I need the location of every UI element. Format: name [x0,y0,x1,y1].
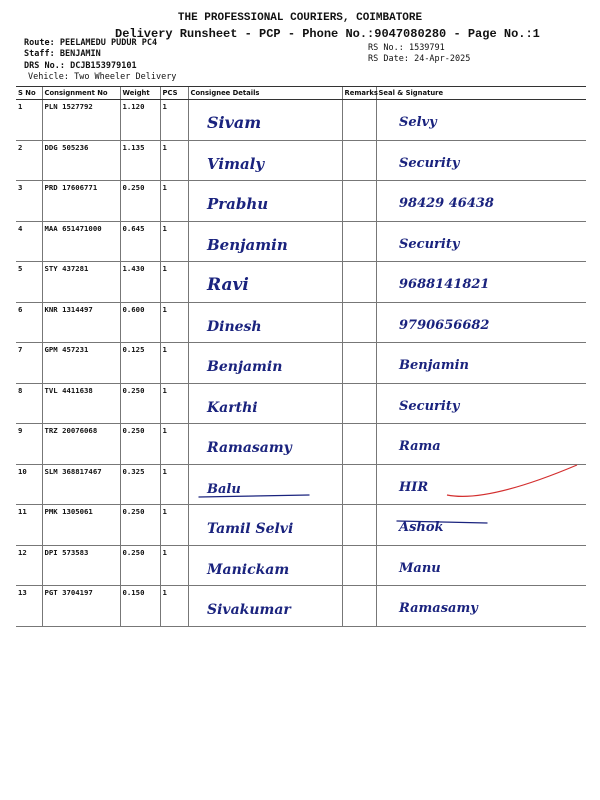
table-row [16,302,586,343]
consignee-signature [189,222,342,262]
pcs-cell [160,505,188,546]
table-row [16,100,586,141]
remarks-cell [342,545,376,586]
consignee-name: Karthi [206,399,258,416]
staff-value: BENJAMIN [59,49,101,59]
sno-text: 11 [18,507,27,516]
seal-cell [376,545,586,586]
route-value: PEELAMEDU PUDUR PC4 [59,38,158,48]
pcs-text: 1 [162,304,167,314]
pcs-cell [160,100,188,141]
seal-signature [377,222,587,262]
sno-cell [16,262,42,303]
seal-text: Ashok [398,520,444,535]
consignee-signature [189,586,342,626]
staff-line [24,49,101,59]
seal-cell [376,505,586,546]
sno-cell [16,464,42,505]
consignee-cell [188,343,342,384]
consignee-signature [189,424,342,464]
pcs-text: 1 [162,102,167,111]
pcs-cell [160,343,188,384]
seal-text: Ramasamy [398,601,478,616]
weight-cell [120,424,160,465]
pcs-text: 1 [162,507,167,516]
weight-text: 1.120 [122,102,145,111]
seal-text: 9790656682 [398,317,489,333]
consignee-cell [188,100,342,141]
consignment-text: PGT 3704197 [44,588,93,597]
consignment-cell [42,545,120,586]
seal-text: Selvy [398,115,437,130]
weight-cell [120,181,160,222]
consignee-signature [189,141,342,181]
seal-text: 9688141821 [398,277,489,292]
seal-signature [377,465,587,505]
sno-text: 6 [18,304,23,314]
consignment-text: SLM 368817467 [44,466,102,476]
pcs-cell [160,545,188,586]
drs-label: DRS No.: [24,61,65,71]
staff-label: Staff: [24,49,55,59]
consignment-text: DDG 505236 [44,142,89,152]
consignee-name: Dinesh [206,318,262,335]
table-row [16,221,586,262]
consignee-name: Prabhu [206,195,268,213]
sno-cell [16,221,42,262]
pcs-cell [160,181,188,222]
consignee-name: Manickam [206,561,289,578]
table-row [16,343,586,384]
seal-signature [377,262,587,302]
consignee-cell [188,545,342,586]
seal-cell [376,424,586,465]
col-remarks: Remarks [342,87,376,100]
remarks-cell [342,302,376,343]
weight-text: 0.125 [122,345,145,354]
consignment-cell [42,181,120,222]
seal-signature [377,181,587,221]
col-consignment: Consignment No [42,87,120,100]
consignee-name: Benjamin [206,359,282,375]
weight-cell [120,221,160,262]
consignee-signature [189,100,342,140]
consignee-signature [189,181,342,221]
seal-cell [376,140,586,181]
consignment-cell [42,424,120,465]
sno-cell [16,140,42,181]
weight-cell [120,505,160,546]
weight-cell [120,545,160,586]
seal-signature [377,424,587,464]
col-seal: Seal & Signature [376,87,586,100]
consignment-text: PRD 17606771 [44,183,98,192]
consignment-cell [42,586,120,627]
seal-signature [377,343,587,383]
consignee-cell [188,505,342,546]
weight-cell [120,140,160,181]
sno-cell [16,181,42,222]
consignee-cell [188,383,342,424]
rs-no-line [368,43,445,53]
seal-signature [377,303,587,343]
pcs-text: 1 [162,547,167,557]
consignee-name: Benjamin [206,235,288,254]
sno-text: 13 [18,588,27,597]
runsheet-table [16,86,586,627]
seal-signature [377,586,587,626]
weight-text: 0.250 [122,183,145,192]
vehicle-value: Two Wheeler Delivery [74,72,177,82]
consignee-name: Balu [206,481,241,497]
seal-text: Security [398,398,459,414]
consignee-cell [188,221,342,262]
consignment-cell [42,343,120,384]
remarks-cell [342,505,376,546]
table-row [16,505,586,546]
remarks-cell [342,383,376,424]
col-consignee: Consignee Details [188,87,342,100]
weight-text: 0.645 [122,223,145,233]
consignment-cell [42,221,120,262]
weight-cell [120,383,160,424]
seal-cell [376,221,586,262]
consignee-cell [188,302,342,343]
seal-cell [376,262,586,303]
remarks-cell [342,181,376,222]
remarks-cell [342,343,376,384]
seal-cell [376,302,586,343]
col-sno: S No [16,87,42,100]
weight-text: 0.250 [122,547,145,557]
seal-text: HIR [398,479,428,495]
sno-cell [16,100,42,141]
consignee-signature [189,505,342,545]
consignee-cell [188,262,342,303]
consignee-cell [188,424,342,465]
seal-cell [376,100,586,141]
consignment-cell [42,140,120,181]
seal-text: 98429 46438 [398,196,494,211]
seal-text: Security [398,155,459,171]
consignee-signature [189,546,342,586]
consignment-text: STY 437281 [44,264,89,273]
table-row [16,140,586,181]
weight-text: 0.600 [122,304,145,314]
seal-signature [377,546,587,586]
route-label: Route: [24,38,55,48]
consignment-text: TRZ 20076068 [44,426,98,435]
pcs-cell [160,140,188,181]
runsheet-title: Delivery Runsheet - PCP - Phone No.:9047080280 - Page No.:1 [115,27,540,41]
pcs-cell [160,464,188,505]
consignee-cell [188,586,342,627]
pcs-cell [160,383,188,424]
consignee-signature [189,384,342,424]
consignment-cell [42,302,120,343]
sno-text: 4 [18,223,23,233]
consignment-cell [42,505,120,546]
weight-cell [120,100,160,141]
consignee-name: Ramasamy [206,440,292,456]
table-row [16,181,586,222]
pcs-text: 1 [162,385,167,395]
pcs-text: 1 [162,142,167,152]
sno-text: 8 [18,385,23,395]
vehicle-label: Vehicle: [28,72,69,82]
seal-text: Manu [398,560,441,576]
pcs-cell [160,262,188,303]
sno-cell [16,505,42,546]
consignment-cell [42,383,120,424]
seal-cell [376,383,586,424]
seal-cell [376,181,586,222]
pcs-text: 1 [162,588,167,597]
col-weight: Weight [120,87,160,100]
consignment-cell [42,100,120,141]
consignee-signature [189,343,342,383]
weight-cell [120,586,160,627]
table-row [16,262,586,303]
drs-value: DCJB153979101 [70,61,137,71]
table-row [16,586,586,627]
remarks-cell [342,140,376,181]
weight-text: 0.150 [122,588,145,597]
pcs-text: 1 [162,466,167,476]
pcs-cell [160,302,188,343]
pcs-text: 1 [162,264,167,273]
consignment-text: DPI 573583 [44,547,89,557]
remarks-cell [342,464,376,505]
consignment-cell [42,464,120,505]
sno-text: 9 [18,426,23,435]
rs-no-label: RS No.: [368,43,404,53]
consignee-cell [188,181,342,222]
table-row [16,424,586,465]
remarks-cell [342,424,376,465]
pcs-text: 1 [162,426,167,435]
weight-cell [120,262,160,303]
consignment-text: TVL 4411638 [44,385,93,395]
seal-cell [376,343,586,384]
weight-text: 0.250 [122,507,145,516]
consignment-cell [42,262,120,303]
rs-date-label: RS Date: [368,54,409,64]
consignment-text: KNR 1314497 [44,304,93,314]
sno-cell [16,383,42,424]
table-header-row [16,87,586,100]
consignee-signature [189,262,342,302]
sno-text: 2 [18,142,23,152]
sno-text: 12 [18,547,27,557]
seal-text: Benjamin [398,358,469,373]
vehicle-line [28,72,176,82]
seal-signature [377,384,587,424]
consignment-text: GPM 457231 [44,345,89,354]
sno-cell [16,302,42,343]
seal-text: Rama [398,439,441,454]
consignee-cell [188,140,342,181]
weight-text: 1.430 [122,264,145,273]
pcs-text: 1 [162,223,167,233]
consignee-signature [189,303,342,343]
sno-text: 5 [18,264,23,273]
seal-signature [377,141,587,181]
sno-text: 10 [18,466,27,476]
seal-text: Security [398,236,459,252]
remarks-cell [342,100,376,141]
consignment-text: PLN 1527792 [44,102,93,111]
route-line [24,38,157,48]
consignment-text: MAA 651471000 [44,223,102,233]
consignee-name: Vimaly [206,154,264,173]
sno-cell [16,343,42,384]
pcs-cell [160,424,188,465]
table-row [16,545,586,586]
red-check-mark [447,465,577,496]
sno-text: 3 [18,183,23,192]
table-row [16,464,586,505]
weight-text: 0.325 [122,466,145,476]
remarks-cell [342,262,376,303]
rs-date-line [368,54,470,64]
table-row [16,383,586,424]
sno-cell [16,545,42,586]
consignee-cell [188,464,342,505]
consignee-signature [189,465,342,505]
pcs-cell [160,586,188,627]
consignee-name: Tamil Selvi [206,521,293,537]
remarks-cell [342,586,376,627]
company-title: THE PROFESSIONAL COURIERS, COIMBATORE [177,12,423,24]
weight-cell [120,343,160,384]
weight-cell [120,302,160,343]
rs-date-value: 24-Apr-2025 [414,54,471,64]
consignee-name: Ravi [206,275,249,295]
seal-cell [376,464,586,505]
rs-no-value: 1539791 [408,43,445,53]
pcs-text: 1 [162,345,167,354]
seal-signature [377,100,587,140]
seal-signature [377,505,587,545]
weight-text: 0.250 [122,426,145,435]
sno-cell [16,424,42,465]
sno-cell [16,586,42,627]
seal-cell [376,586,586,627]
remarks-cell [342,221,376,262]
pcs-text: 1 [162,183,167,192]
sno-text: 7 [18,345,23,354]
drs-line [24,61,137,71]
consignee-name: Sivakumar [206,602,291,618]
consignee-name: Sivam [206,113,261,132]
col-pcs: PCS [160,87,188,100]
consignment-text: PMK 1305061 [44,507,93,516]
weight-cell [120,464,160,505]
weight-text: 1.135 [122,142,145,152]
sno-text: 1 [18,102,23,111]
pcs-cell [160,221,188,262]
weight-text: 0.250 [122,385,145,395]
